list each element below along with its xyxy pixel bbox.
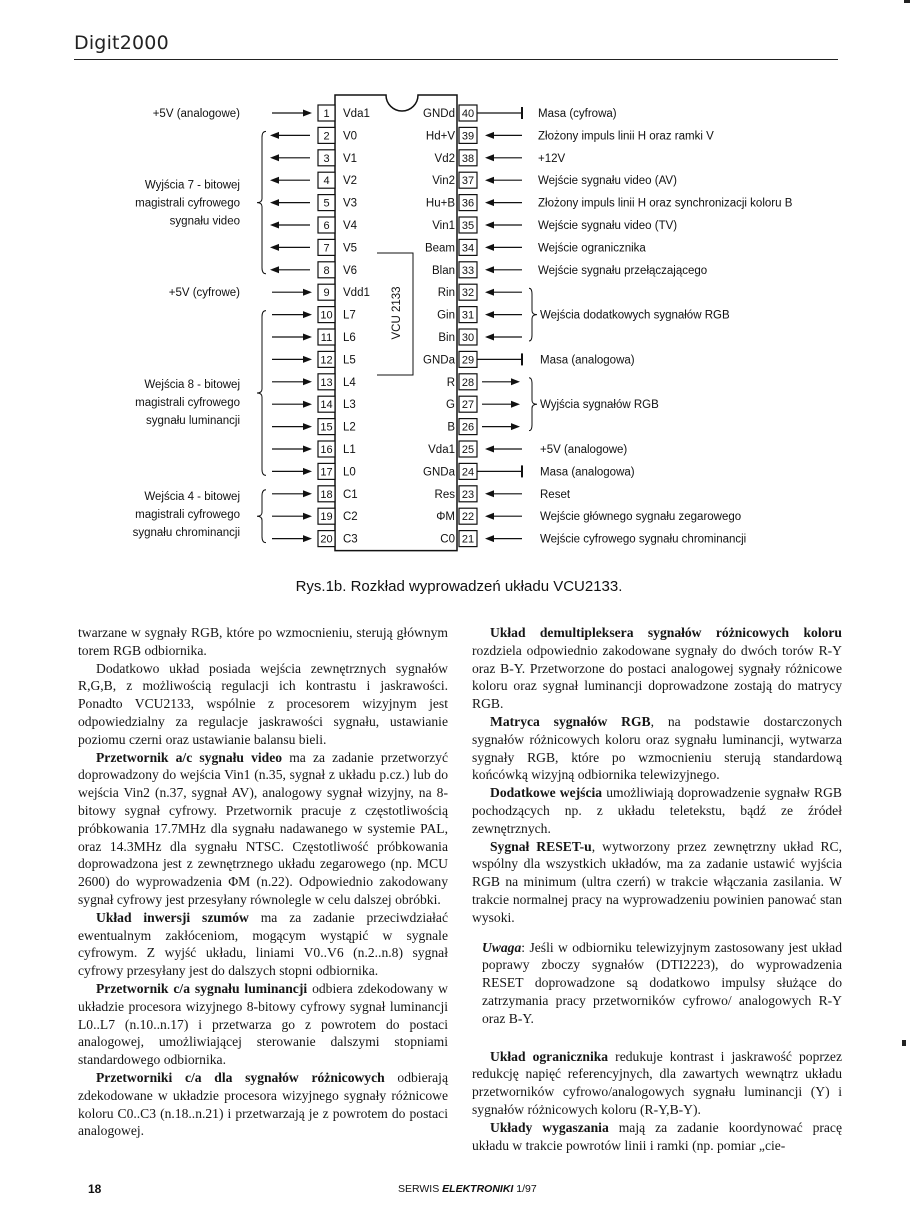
pin-number: 34	[461, 242, 475, 255]
left-group-label: sygnału chrominancji	[132, 526, 240, 539]
right-paragraphs-bottom	[472, 1048, 842, 1155]
brace-rgb-out	[529, 378, 537, 431]
pin-number: 31	[461, 309, 475, 322]
pin-arrow-out-head	[270, 154, 279, 161]
pin-number: 11	[320, 332, 333, 344]
pin-description: Wejście sygnału video (TV)	[538, 220, 678, 232]
pin-description: +5V (analogowe)	[540, 444, 628, 456]
paragraph	[78, 909, 448, 980]
pin-name: L4	[343, 376, 356, 389]
pin-arrow-in-head	[485, 446, 494, 453]
text-column-right	[472, 624, 842, 1154]
pin-number: 40	[461, 108, 475, 120]
pin-arrow-in-head	[485, 490, 494, 497]
note-label: Uwaga	[482, 939, 522, 955]
pin-name: B	[447, 421, 455, 434]
paragraph-text: redukuje kontrast i jaskrawość poprzez redukcję napięć referencyjnych, dla zawartych wewnątrz układu przetworników cyfrowo/analogowych sygnału luminancji (Y) i sygnałów różnicowych koloru (R-Y,B-Y).	[472, 1048, 842, 1117]
scan-mark	[902, 1040, 906, 1046]
pin-name: C1	[343, 488, 358, 501]
journal-prefix: SERWIS	[398, 1183, 443, 1195]
pin-name: GNDd	[423, 108, 455, 120]
pin-name: Vin1	[432, 220, 455, 232]
pin-arrow-out-head	[270, 199, 279, 206]
paragraph-text: mają za zadanie koordynować pracę układu w trakcie powrotów linii i ramki (np. pomiar „cie-	[472, 1119, 842, 1153]
pin-number: 13	[320, 376, 333, 389]
paragraph-text: , na podstawie dostarczonych sygnałów różnicowych koloru oraz sygnału luminancji, wytwarza sygnały RGB, które po wzmocnieniu sterują standardową końcówką wizyjną odbiornika telewizyjnego.	[472, 713, 843, 783]
paragraph-lead: Przetwornik a/c sygnału video	[96, 749, 283, 765]
paragraph-text: Dodatkowo układ posiada wejścia zewnętrznych sygnałów R,G,B, z możliwością regulacji ich kontrastu i jaskrawości. Ponadto VCU2133, wspólnie z procesorem wizyjnym jest odpowiedzialny za regulacje jaskrawości sygnału, ustawianie poziomu czerni oraz ustawianie balansu bieli.	[78, 660, 448, 747]
pin-name: Vda1	[428, 444, 455, 456]
pinout-diagram	[0, 85, 918, 575]
pin-name: GNDa	[423, 354, 455, 367]
pin-arrow-in-head	[485, 535, 494, 542]
pin-arrow-in-head	[485, 334, 494, 341]
paragraph-lead: Sygnał RESET-u	[490, 838, 592, 854]
pin-number: 8	[323, 264, 330, 277]
pin-name: C2	[343, 511, 358, 524]
left-group-label: Wejścia 8 - bitowej	[144, 378, 240, 391]
pin-number: 30	[461, 332, 475, 344]
pin-number: 16	[320, 444, 333, 456]
paragraph-text: rozdziela odpowiednio zakodowane sygnały do dwóch torów R-Y oraz B-Y. Przetworzone do postaci analogowej sygnały różnicowe koloru oraz sygnał luminancji doprowadzone zostają do matrycy RGB.	[472, 642, 842, 712]
pin-name: L5	[343, 354, 356, 367]
pin-arrow-out-head	[270, 266, 279, 273]
paragraph-lead: Układ inwersji szumów	[96, 909, 249, 925]
pin-name: Rin	[437, 287, 455, 300]
note-paragraph	[482, 939, 842, 1028]
pin-arrow-out-head	[270, 132, 279, 139]
pin-arrow-in-head	[303, 423, 312, 430]
paragraph	[472, 1119, 842, 1155]
pin-arrow-in-head	[485, 177, 494, 184]
pin-number: 5	[323, 197, 330, 210]
left-group-label: magistrali cyfrowego	[135, 197, 240, 210]
right-paragraphs-top	[472, 624, 842, 927]
pin-name: Vda1	[343, 108, 370, 120]
pin-name: V0	[343, 130, 358, 143]
figure-caption: Rys.1b. Rozkład wyprowadzeń układu VCU2133.	[295, 578, 623, 595]
left-group-label: magistrali cyfrowego	[135, 396, 240, 409]
pin-number: 22	[461, 511, 475, 524]
pin-number: 1	[323, 108, 330, 120]
pin-description: Wejścia dodatkowych sygnałów RGB	[540, 309, 730, 322]
pin-name: L1	[343, 444, 356, 456]
pin-arrow-in-head	[485, 199, 494, 206]
pin-number: 37	[461, 175, 475, 188]
pin-name: L6	[343, 332, 356, 344]
pin-number: 17	[320, 466, 333, 479]
pin-arrow-out-head	[270, 222, 279, 229]
paragraph-text: odbiera zdekodowany w układzie procesora wizyjnego 8-bitowy cyfrowy sygnał luminancji L0..L7 (n.10..n.17) i przetwarza go z powrotem do postaci analogowej, umożliwiającej sterowanie dalszymi stopniami standardowego odbiornika.	[78, 980, 448, 1068]
pin-name: V5	[343, 242, 358, 255]
pin-number: 36	[461, 197, 475, 210]
pin-number: 35	[461, 220, 475, 232]
pin-arrow-in-head	[303, 334, 312, 341]
pin-arrow-in-head	[303, 311, 312, 318]
pin-arrow-in-head	[303, 446, 312, 453]
pin-name: Vdd1	[343, 287, 370, 300]
left-group-label: magistrali cyfrowego	[135, 508, 240, 521]
left-group-label: Wejścia 4 - bitowej	[144, 490, 240, 503]
pin-name: V3	[343, 197, 358, 210]
paragraph-text: twarzane w sygnały RGB, które po wzmocnieniu, sterują głównym torem RGB odbiornika.	[78, 625, 448, 658]
pin-number: 25	[461, 444, 475, 456]
pin-arrow-in-head	[485, 266, 494, 273]
paragraph	[472, 1048, 842, 1119]
pin-arrow-in-head	[303, 110, 312, 117]
pin-arrow-in-head	[303, 490, 312, 497]
pin-number: 33	[461, 264, 475, 277]
pin-number: 9	[323, 287, 330, 300]
header-rule	[74, 59, 838, 60]
paragraph	[472, 624, 842, 713]
journal-brand: ELEKTRONIKI	[442, 1183, 514, 1195]
pin-name: L3	[343, 399, 356, 412]
left-group-label: +5V (cyfrowe)	[168, 287, 240, 300]
pin-number: 6	[323, 220, 330, 232]
pin-number: 29	[461, 354, 475, 367]
pin-name: C3	[343, 533, 358, 546]
pin-name: Hu+B	[425, 197, 455, 210]
pin-description: Wejście cyfrowego sygnału chrominancji	[540, 533, 747, 546]
pin-number: 18	[320, 488, 333, 501]
pin-name: Beam	[424, 242, 455, 255]
running-header: Digit2000	[74, 32, 169, 54]
pin-number: 39	[461, 130, 475, 143]
pin-arrow-out-head	[511, 401, 520, 408]
pin-arrow-out-head	[511, 423, 520, 430]
pin-arrow-in-head	[303, 468, 312, 475]
pin-description: Wyjścia sygnałów RGB	[540, 399, 659, 412]
pin-name: G	[446, 399, 455, 412]
paragraph-lead: Układ ogranicznika	[490, 1048, 609, 1064]
chip-name: VCU 2133	[391, 286, 403, 340]
pin-arrow-in-head	[303, 535, 312, 542]
pin-name: V2	[343, 175, 358, 188]
pin-number: 28	[461, 376, 475, 389]
pin-name: V4	[343, 220, 358, 232]
pin-number: 3	[323, 152, 330, 165]
paragraph-lead: Układy wygaszania	[490, 1119, 609, 1135]
left-group-label: +5V (analogowe)	[152, 108, 240, 120]
paragraph-lead: Matryca sygnałów RGB	[490, 713, 651, 729]
paragraph	[78, 980, 448, 1069]
paragraph-text: odbierają zdekodowane w układzie procesora wizyjnego sygnały różnicowe koloru C0..C3 (n.18..n.21) i przetwarzają je z powrotem do postaci analogowej.	[78, 1069, 448, 1139]
pin-arrow-in-head	[485, 222, 494, 229]
paragraph-text: , wytworzony przez zewnętrzny układ RC, wspólny dla wszystkich układów, ma za zadanie ustawić wyjścia RGB na minimum (ultra czerń) w trakcie włączania zasilania. W trakcie normalnej pracy na wyprowadzeniu powinien panować stan wysoki.	[472, 838, 842, 925]
brace-aux-rgb	[529, 288, 537, 341]
paragraph	[472, 784, 842, 837]
journal-footer	[398, 1183, 537, 1195]
brace-luma-in	[257, 311, 266, 476]
paragraph-lead: Przetwornik c/a sygnału luminancji	[96, 980, 308, 996]
pin-number: 15	[320, 421, 333, 434]
left-group-label: Wyjścia 7 - bitowej	[144, 179, 240, 192]
pin-arrow-in-head	[303, 378, 312, 385]
note-box	[482, 939, 842, 1028]
note-text: : Jeśli w odbiorniku telewizyjnym zastosowany jest układ poprawy zboczy sygnałów (DTI2223), do wyprowadzenia RESET doprowadzone są dodatkowo impulsy służące do zatrzymania pracy przetworników cyfrowo/ analogowych R-Y oraz B-Y.	[482, 939, 842, 1026]
pin-arrow-in-head	[303, 356, 312, 363]
pin-description: Złożony impuls linii H oraz ramki V	[538, 130, 714, 143]
pin-arrow-in-head	[303, 401, 312, 408]
pin-number: 10	[320, 309, 333, 322]
pin-arrow-in-head	[485, 311, 494, 318]
pin-description: Wejście głównego sygnału zegarowego	[540, 511, 742, 524]
pin-name: Vd2	[434, 152, 455, 165]
pin-name: Bin	[438, 332, 455, 344]
paragraph	[78, 624, 448, 660]
pin-description: Wejście sygnału video (AV)	[538, 175, 677, 188]
paragraph	[472, 713, 842, 784]
pin-description: Reset	[540, 488, 571, 501]
paragraph-lead: Układ demultipleksera sygnałów różnicowych koloru	[490, 625, 842, 640]
text-column-left	[78, 624, 448, 1140]
pin-name: L2	[343, 421, 356, 434]
pin-name: L0	[343, 466, 356, 479]
pin-number: 38	[461, 152, 475, 165]
pin-name: Res	[434, 488, 455, 501]
pin-number: 26	[461, 421, 475, 434]
pin-arrow-in-head	[485, 513, 494, 520]
pin-arrow-in-head	[303, 289, 312, 296]
pin-arrow-out-head	[270, 244, 279, 251]
paragraph	[472, 838, 842, 927]
pin-arrow-in-head	[485, 244, 494, 251]
pin-name: V1	[343, 152, 358, 165]
pin-arrow-in-head	[485, 289, 494, 296]
scan-mark	[904, 0, 910, 3]
paragraph	[78, 1069, 448, 1140]
pin-number: 20	[320, 533, 333, 546]
pin-description: Wejście ogranicznika	[538, 242, 646, 255]
pin-description: Masa (analogowa)	[540, 466, 635, 479]
pin-description: Masa (analogowa)	[540, 354, 635, 367]
pin-description: Masa (cyfrowa)	[538, 108, 617, 120]
pin-description: Wejście sygnału przełączającego	[538, 264, 708, 277]
pin-name: Blan	[431, 264, 455, 277]
paragraph-text: ma za zadanie przeciwdziałać ewentualnym zakłóceniom, mogącym wystąpić w sygnale cyfrowym. Z wyjść układu, liniami V0..V6 (n.2..n.8) sygnał cyfrowy przesyłany jest do dalszych stopni odbiornika.	[78, 909, 448, 979]
pin-name: Gin	[437, 309, 455, 322]
pin-name: R	[446, 376, 455, 389]
page-number: 18	[88, 1182, 102, 1196]
left-group-label: sygnału luminancji	[146, 414, 240, 427]
pin-name: ΦM	[436, 511, 455, 524]
pin-number: 12	[320, 354, 333, 367]
pin-name: Hd+V	[425, 130, 455, 143]
pin-number: 32	[461, 287, 475, 300]
pin-number: 21	[461, 533, 475, 546]
pin-number: 7	[323, 242, 330, 255]
pin-name: C0	[440, 533, 455, 546]
left-group-label: sygnału video	[169, 215, 240, 228]
pin-name: GNDa	[423, 466, 455, 479]
paragraph-text: umożliwiają doprowadzenie sygnałw RGB pochodzących np. z układu teletekstu, bądź ze źródeł zewnętrznych.	[472, 785, 842, 836]
pin-name: L7	[343, 309, 356, 322]
paragraph-lead: Przetworniki c/a dla sygnałów różnicowych	[96, 1069, 385, 1085]
pin-arrow-out-head	[270, 177, 279, 184]
pin-name: Vin2	[432, 175, 455, 188]
pin-number: 27	[461, 399, 475, 412]
pin-arrow-out-head	[511, 378, 520, 385]
pin-name: V6	[343, 264, 358, 277]
pin-arrow-in-head	[485, 132, 494, 139]
journal-issue: 1/97	[513, 1183, 537, 1195]
pin-number: 14	[320, 399, 333, 412]
brace-video-out	[257, 131, 266, 273]
pin-number: 23	[461, 488, 475, 501]
pin-number: 19	[320, 511, 333, 524]
paragraph-lead: Dodatkowe wejścia	[490, 785, 603, 801]
pin-description: +12V	[538, 152, 566, 165]
pin-number: 2	[323, 130, 330, 143]
paragraph-text: ma za zadanie przetworzyć doprowadzony do wejścia Vin1 (n.35, sygnał z układu p.cz.) lub do wejścia Vin2 (n.37, sygnał AV), analogowy sygnał wizyjny, na 8-bitowy sygnał cyfrowy. Przetwornik pracuje z częstotliwością próbkowania 17.7MHz dla sygnału nadawanego w systemie PAL, oraz 14.3MHz dla sygnału NTSC. Częstotliwość próbkowania doprowadzona jest z zewnętrznego układu zegarowego (np. MCU 2600) do wyprowadzenia ΦM (n.22). Odpowiednio zakodowany sygnał cyfrowy jest przesyłany równolegle w celu dalszej obróbki.	[78, 749, 448, 907]
brace-chroma-in	[257, 490, 266, 543]
pin-number: 4	[323, 175, 330, 188]
pin-description: Złożony impuls linii H oraz synchronizacji koloru B	[538, 197, 793, 210]
pin-arrow-in-head	[303, 513, 312, 520]
paragraph	[78, 749, 448, 909]
paragraph	[78, 660, 448, 749]
pin-arrow-in-head	[485, 154, 494, 161]
pin-number: 24	[461, 466, 475, 479]
